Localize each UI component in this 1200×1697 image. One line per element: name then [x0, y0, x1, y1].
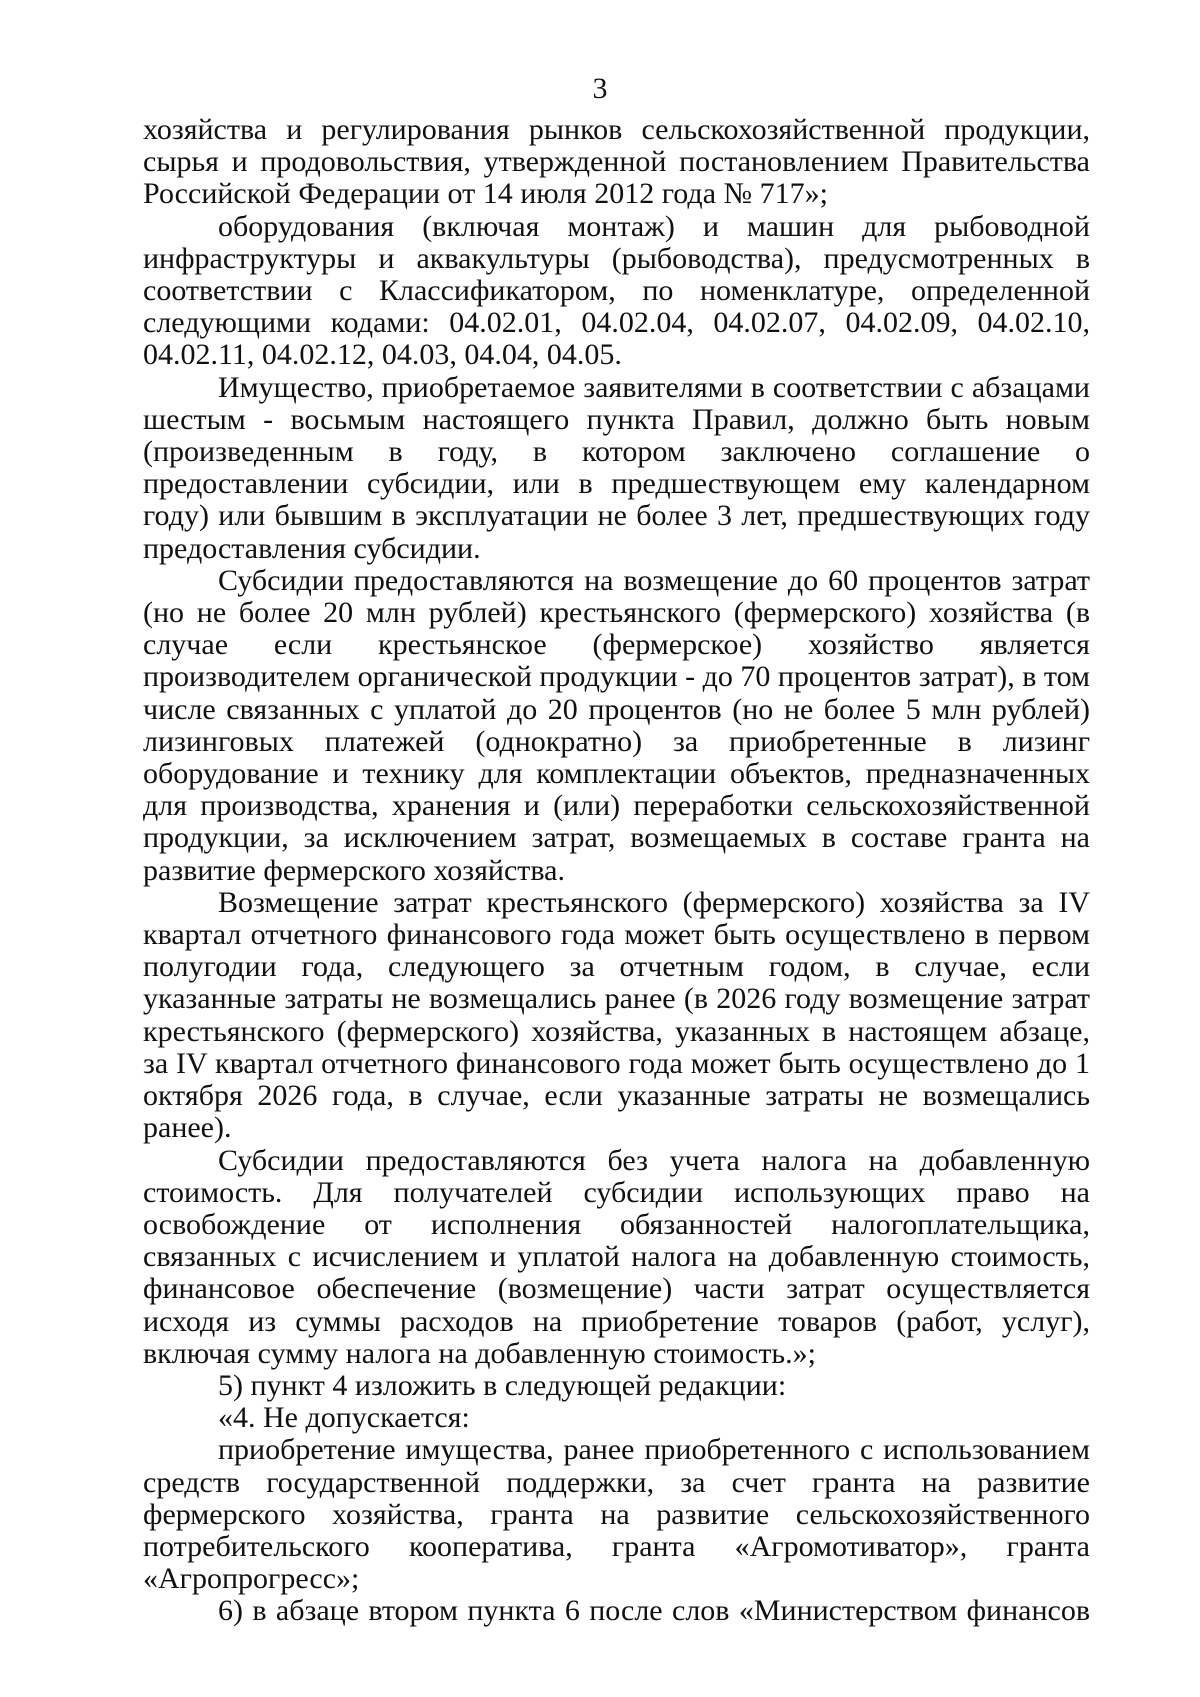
paragraph-equipment-fish: оборудования (включая монтаж) и машин для рыбоводной инфраструктуры и аквакультуры (рыбоводства), предусмотренных в соответствии с Классификатором, по номенклатуре, определенной следующими кодами: 04.02.01, 04.02.04, 04.02.07, 04.02.09, 04.02.10, 04.02.11, 04.02.12, 04.03, 04.04, 04.05.: [143, 209, 1090, 372]
paragraph-item-6: 6) в абзаце втором пункта 6 после слов «Министерством финансов: [218, 1594, 1090, 1628]
paragraph-subsidy-compensation: Субсидии предоставляются на возмещение до 60 процентов затрат (но не более 20 млн рублей) крестьянского (фермерского) хозяйства (в случае если крестьянское (фермерское) хозяйство является производителем органической продукции - до 70 процентов затрат), в том числе связанных с уплатой до 20 процентов (но не более 5 млн рублей) лизинговых платежей (однократно) за приобретенные в лизинг оборудование и технику для комплектации объектов, предназначенных для производства, хранения и (или) переработки сельскохозяйственной продукции, за исключением затрат, возмещаемых в составе гранта на развитие фермерского хозяйства.: [143, 563, 1090, 887]
paragraph-item-5: 5) пункт 4 изложить в следующей редакции:: [218, 1368, 787, 1402]
paragraph-item-4-heading: «4. Не допускается:: [218, 1401, 470, 1435]
paragraph-continuation: хозяйства и регулирования рынков сельскохозяйственной продукции, сырья и продовольствия, утвержденной постановлением Правительства Российской Федерации от 14 июля 2012 года № 717»;: [143, 113, 1090, 211]
paragraph-not-allowed: приобретение имущества, ранее приобретенного с использованием средств государственной поддержки, за счет гранта на развитие фермерского хозяйства, гранта на развитие сельскохозяйственного потребительского кооператива, гранта «Агромотиватор», гранта «Агропрогресс»;: [143, 1433, 1090, 1596]
paragraph-property-requirements: Имущество, приобретаемое заявителями в соответствии с абзацами шестым - восьмым настоящего пункта Правил, должно быть новым (произведенным в году, в котором заключено соглашение о предоставлении субсидии, или в предшествующем ему календарном году) или бывшим в эксплуатации не более 3 лет, предшествующих году предоставления субсидии.: [143, 370, 1090, 565]
paragraph-q4-reimbursement: Возмещение затрат крестьянского (фермерского) хозяйства за IV квартал отчетного финансового года может быть осуществлено в первом полугодии года, следующего за отчетным годом, в случае, если указанные затраты не возмещались ранее (в 2026 году возмещение затрат крестьянского (фермерского) хозяйства, указанных в настоящем абзаце, за IV квартал отчетного финансового года может быть осуществлено до 1 октября 2026 года, в случае, если указанные затраты не возмещались ранее).: [143, 885, 1090, 1145]
paragraph-vat: Субсидии предоставляются без учета налога на добавленную стоимость. Для получателей субсидии использующих право на освобождение от исполнения обязанностей налогоплательщика, связанных с исчислением и уплатой налога на добавленную стоимость, финансовое обеспечение (возмещение) части затрат осуществляется исходя из суммы расходов на приобретение товаров (работ, услуг), включая сумму налога на добавленную стоимость.»;: [143, 1143, 1090, 1370]
document-body: [143, 114, 1090, 1628]
page-number: 3: [592, 72, 608, 105]
